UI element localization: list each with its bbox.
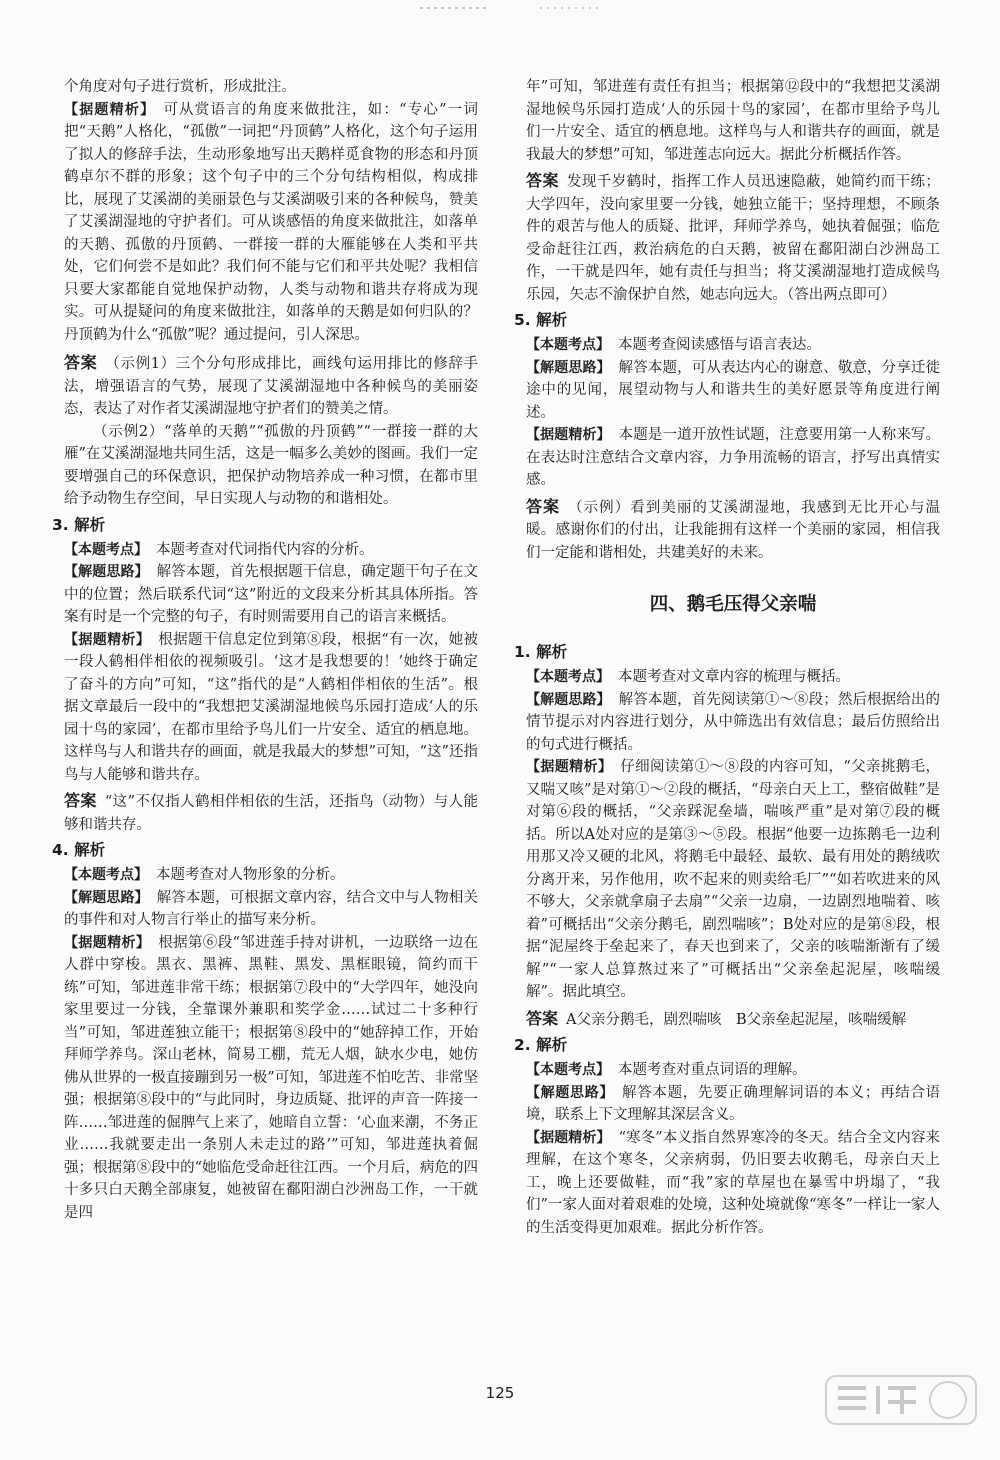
label-answer: 答案 <box>64 791 97 810</box>
label-jingxi: 【据题精析】 <box>526 759 613 775</box>
q4-kaodian: 【本题考点】 本题考查对人物形象的分析。 <box>64 867 345 883</box>
label-silu: 【解题思路】 <box>64 564 149 580</box>
label-silu: 【解题思路】 <box>526 691 611 708</box>
q2-analysis: 【据题精析】 可从赏语言的角度来做批注，如：“专心”一词把“天鹅”人格化，“孤傲”一词把“丹顶鹤”人格化，这个句子运用了拟人的修辞手法，生动形象地写出天鹅样觅食物的形态和丹顶鹤卓尔不群的形象；这个句子中的三个分句结构相似，构成排比，展现了艾溪湖的美丽景色与艾溪湖吸引来的各种候鸟，赞美了艾溪湖湿地的守护者们。可从谈感悟的角度来做批注，如落单的天鹅、孤傲的丹顶鹤、一群接一群的大雁能够在人类和平共处，它们何尝不是如此？我们何不能与它们和平共处呢？我相信只要大家都能自觉地保护动物，人类与动物和谐共存将成为现实。可从提疑问的角度来做批注，如落单的天鹅是如何归队的？丹顶鹤为什么“孤傲”呢？通过提问，引人深思。 <box>64 101 478 343</box>
right-column <box>514 76 941 1239</box>
q3-answer: 答案 “这”不仅指人鹤相伴相依的生活，还指鸟（动物）与人能够和谐共存。 <box>64 791 478 833</box>
q5-silu: 【解题思路】 解答本题，可从表达内心的谢意、敬意，分享迁徙途中的见闻，展望动物与人和谐共生的美好愿景等角度进行阐述。 <box>526 359 941 421</box>
label-answer: 答案 <box>64 353 98 372</box>
label-answer: 答案 <box>526 496 561 516</box>
q5-answer: 答案 （示例）看到美丽的艾溪湖湿地，我感到无比开心与温暖。感谢你们的付出，让我能拥有这样一个美丽的家园，相信我们一定能和谐相处，共建美好的未来。 <box>526 496 940 561</box>
q2-answer: 答案 （示例1）三个分句形成排比，画线句运用排比的修辞手法，增强语言的气势，展现了艾溪湖湿地中各种候鸟的美丽姿态，表达了对作者艾溪湖湿地守护者们的赞美之情。 <box>64 353 478 417</box>
s1-analysis: 【据题精析】 仔细阅读第①～⑧段的内容可知，“父亲挑鹅毛，又喘又咳”是对第①～②段的概括，“母亲白天上工，整宿做鞋”是对第⑥段的概括，“父亲踩泥垒墙，喘咳严重”是对第⑦段的概括。所以A处对应的是第③～⑤段。根据“他要一边拣鹅毛一边利用那又冷又硬的北风，将鹅毛中最轻、最软、最有用处的鹅绒吹分离开来，另作他用，吹不起来的则卖给毛厂”“如若吹进来的风不够大，父亲就拿扇子去扇”“父亲一边扇，一边剧烈地喘着、咳着”可概括出“父亲分鹅毛，剧烈喘咳”；B处对应的是第⑧段，根据“泥屋终于垒起来了，春天也到来了，父亲的咳喘渐渐有了缓解”“一家人总算熬过来了”可概括出“父亲垒起泥屋，咳喘缓解”。据此填空。 <box>526 759 940 1000</box>
label-kaodian: 【本题考点】 <box>64 541 148 558</box>
page-number: 125 <box>485 1384 515 1402</box>
q2-intro-text: 个角度对句子进行赏析，形成批注。 <box>64 79 296 95</box>
question-5-title: 5. 解析 <box>514 311 568 329</box>
s1-answer: 答案 A父亲分鹅毛，剧烈喘咳 B父亲垒起泥屋，咳喘缓解 <box>526 1008 907 1028</box>
q4-analysis: 【据题精析】 根据第⑥段“邹进莲手持对讲机，一边联络一边在人群中穿梭。黑衣、黑裤、黑鞋、黑发、黑框眼镜，简约而干练”可知，邹进莲非常干练；根据第⑦段中的“大学四年，她没向家里要过一分钱，全靠课外兼职和奖学金……试过二十多种行当”可知，邹进莲独立能干；根据第⑧段中的“她辞掉工作，开始拜师学养鸟。深山老林，简易工棚，荒无人烟，缺水少电，她仿佛从世界的一极直接蹦到另一极”可知，邹进莲不怕吃苦、非常坚强；根据第⑧段中的“与此同时，身边质疑、批评的声音一阵接一阵……邹进莲的倔脾气上来了，她暗自立誓：‘心血来潮，不务正业……我就要走出一条别人未走过的路’”可知，邹进莲执着倔强；根据第⑧段中的“她临危受命赶往江西。一个月后，病危的四十多只白天鹅全部康复，她被留在鄱阳湖白沙洲岛工作，一干就是四 <box>64 934 478 1221</box>
q5-analysis: 【据题精析】 本题是一道开放性试题，注意要用第一人称来写。在表达时注意结合文章内容，力争用流畅的语言，抒写出真情实感。 <box>526 427 941 488</box>
label-jingxi: 【据题精析】 <box>526 427 611 443</box>
label-kaodian: 【本题考点】 <box>526 669 610 685</box>
label-silu: 【解题思路】 <box>526 1084 615 1101</box>
q4-silu: 【解题思路】 解答本题，可根据文章内容，结合文中与人物相关的事件和对人物言行举止的描写来分析。 <box>64 889 479 928</box>
section-question-2-title: 2. 解析 <box>514 1036 568 1054</box>
scan-artifact <box>420 4 600 12</box>
label-answer: 答案 <box>526 171 559 190</box>
s2-analysis: 【据题精析】 “寒冬”本义指自然界寒冷的冬天。结合全文内容来理解，在这个寒冬，父亲病弱，仍旧要去收鹅毛，母亲白天上工，晚上还要做鞋，而“我”家的草屋也在暴雪中坍塌了，“我们”一家人面对着艰难的处境，这种处境就像“寒冬”一样让一家人的生活变得更加艰难。据此分析作答。 <box>526 1129 941 1236</box>
label-kaodian: 【本题考点】 <box>526 337 610 353</box>
label-jingxi: 【据题精析】 <box>64 101 156 118</box>
s1-silu: 【解题思路】 解答本题，首先阅读第①～⑧段；然后根据给出的情节提示对内容进行划分，从中筛选出有效信息；最后仿照给出的句式进行概括。 <box>526 691 941 753</box>
question-4-title: 4. 解析 <box>52 841 106 859</box>
label-jingxi: 【据题精析】 <box>64 934 151 951</box>
s2-kaodian: 【本题考点】 本题考查对重点词语的理解。 <box>526 1062 807 1078</box>
label-jingxi: 【据题精析】 <box>526 1129 611 1146</box>
q5-kaodian: 【本题考点】 本题考查阅读感悟与语言表达。 <box>526 337 821 353</box>
s2-silu: 【解题思路】 解答本题，先要正确理解词语的本义；再结合语境，联系上下文理解其深层含义。 <box>526 1084 941 1123</box>
label-kaodian: 【本题考点】 <box>526 1062 610 1078</box>
q4-answer: 答案 发现千岁鹤时，指挥工作人员迅速隐蔽，她简约而干练；大学四年，没向家里要一分钱，她独立能干；坚持理想，不顾条件的艰苦与他人的质疑、批评，拜师学养鸟，她执着倔强；临危受命赶往江西，救治病危的白天鹅，被留在鄱阳湖白沙洲岛工作，一干就是四年，她有责任与担当；将艾溪湖湿地打造成候鸟乐园，矢志不渝保护自然，她志向远大。（答出两点即可） <box>526 171 940 303</box>
q2-answer-example-2: （示例2）“落单的天鹅”“孤傲的丹顶鹤”“一群接一群的大雁”在艾溪湖湿地共同生活，这是一幅多么美妙的图画。我们一定要增强自己的环保意识，把保护动物培养成一种习惯，在都市里给予动物生存空间，早日实现人与动物的和谐相处。 <box>64 423 478 507</box>
watermark-logo <box>814 1370 984 1450</box>
label-answer: 答案 <box>526 1008 559 1028</box>
question-3-title: 3. 解析 <box>52 515 106 534</box>
left-column <box>52 76 479 1224</box>
q3-analysis: 【据题精析】 根据题干信息定位到第⑧段，根据“有一次，她被一段人鹤相伴相依的视频吸引。‘这才是我想要的！’她终于确定了奋斗的方向”可知，“这”指代的是“人鹤相伴相依的生活”。根据文章最后一段中的“我想把艾溪湖湿地候鸟乐园打造成‘人的乐园十鸟的家园’，在都市里给予鸟儿们一片安全、适宜的栖息地。这样鸟与人和谐共存的画面，就是我最大的梦想”可知，“这”还指鸟与人能够和谐共存。 <box>64 631 478 783</box>
section-title: 四、鹅毛压得父亲喘 <box>649 594 817 615</box>
q4-analysis-continued: 年”可知，邹进莲有责任有担当；根据第⑫段中的“我想把艾溪湖湿地候鸟乐园打造成‘人的乐园十鸟的家园’，在都市里给予鸟儿们一片安全、适宜的栖息地。这样鸟与人和谐共存的画面，就是我最大的梦想”可知，邹进莲志向远大。据此分析概括作答。 <box>526 79 940 163</box>
q3-silu: 【解题思路】 解答本题，首先根据题干信息，确定题干句子在文中的位置；然后联系代词“这”附近的文段来分析其具体所指。答案有时是一个完整的句子，有时则需要用自己的语言来概括。 <box>64 564 479 625</box>
label-silu: 【解题思路】 <box>64 889 149 906</box>
q3-kaodian: 【本题考点】 本题考查对代词指代内容的分析。 <box>64 541 374 558</box>
label-silu: 【解题思路】 <box>526 359 611 376</box>
label-kaodian: 【本题考点】 <box>64 867 148 883</box>
s1-kaodian: 【本题考点】 本题考查对文章内容的梳理与概括。 <box>526 669 850 685</box>
section-question-1-title: 1. 解析 <box>514 643 568 661</box>
label-jingxi: 【据题精析】 <box>64 631 151 648</box>
